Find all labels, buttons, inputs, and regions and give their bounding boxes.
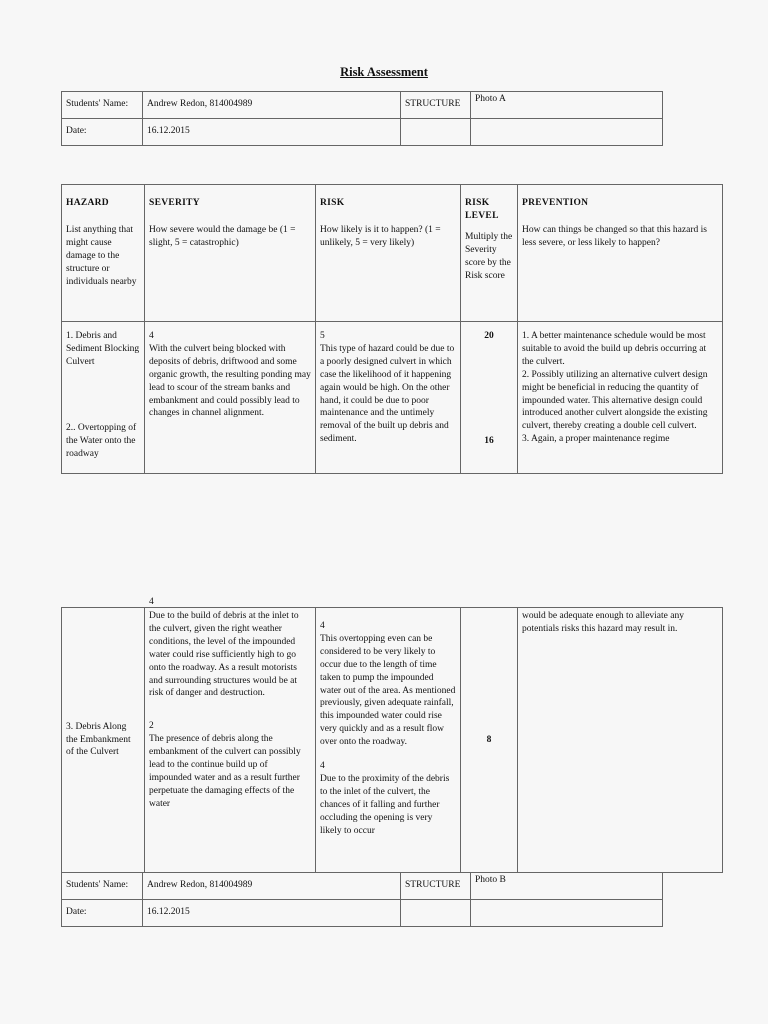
- date-value-b: 16.12.2015: [143, 900, 401, 927]
- prevention-header: PREVENTION How can things be changed so that this hazard is less severe, or less likely to happen?: [518, 185, 723, 322]
- risk-level-1: 20: [484, 331, 494, 341]
- students-name-label: Students' Name:: [62, 92, 143, 119]
- risk-text-3: Due to the proximity of the debris to the inlet of the culvert, the chances of it falling and further occluding the opening is very likely to occur: [320, 773, 450, 836]
- info-table-top: [61, 91, 663, 146]
- risk-level-cell-1: [461, 322, 518, 474]
- risk-header: RISK How likely is it to happen? (1 = unlikely, 5 = very likely): [316, 185, 461, 322]
- risk-level-3: 8: [486, 734, 492, 745]
- structure-label-b: STRUCTURE: [401, 873, 471, 900]
- risk-level-header: RISK LEVEL Multiply the Severity score by the Risk score: [461, 185, 518, 322]
- risk-text-2: This overtopping even can be considered to be very likely to occur due to the length of time taken to pump the impounded water out of the area. As mentioned previously, given adequate rainfall, this impounded water could rise very quickly and as a result flow over onto the roadway.: [320, 633, 456, 748]
- date-label-b: Date:: [62, 900, 143, 927]
- prevention-1: 1. A better maintenance schedule would be most suitable to avoid the build up debris occurring at the culvert.: [522, 331, 707, 367]
- risk-text-1: This type of hazard could be due to a poorly designed culvert in which case the likelihood of it happening again would be high. On the other hand, it could be due to poor maintenance and the untimely removal of the built up debris and sediment.: [320, 343, 455, 445]
- severity-score-1: 4: [149, 331, 154, 341]
- structure-value: [401, 119, 471, 146]
- hazard-1: 1. Debris and Sediment Blocking Culvert: [66, 331, 140, 367]
- prevention-cell-1: [518, 322, 723, 474]
- severity-header: SEVERITY How severe would the damage be (1 = slight, 5 = catastrophic): [145, 185, 316, 322]
- photo-label: Photo A: [471, 92, 663, 119]
- structure-value-b: [401, 900, 471, 927]
- date-label: Date:: [62, 119, 143, 146]
- hazard-cell-3: [62, 608, 145, 873]
- risk-level-2: 16: [484, 435, 494, 446]
- risk-table-continued: [61, 607, 723, 873]
- risk-level-cell-2: [461, 608, 518, 873]
- photo-value: [471, 119, 663, 146]
- severity-score-2: 4: [149, 597, 154, 607]
- structure-label: STRUCTURE: [401, 92, 471, 119]
- hazard-3: 3. Debris Along the Embankment of the Culvert: [66, 721, 131, 758]
- risk-cell-1: [316, 322, 461, 474]
- prevention-continued: would be adequate enough to alleviate any potentials risks this hazard may result in.: [522, 611, 684, 634]
- info-table-bottom: [61, 872, 663, 927]
- prevention-cell-2: [518, 608, 723, 873]
- hazard-header: HAZARD List anything that might cause damage to the structure or individuals nearby: [62, 185, 145, 322]
- students-name-value-b: Andrew Redon, 814004989: [143, 873, 401, 900]
- risk-cell-2: [316, 608, 461, 873]
- risk-score-2: 4: [320, 621, 325, 631]
- photo-label-b: Photo B: [471, 873, 663, 900]
- severity-text-3: The presence of debris along the embankment of the culvert can possibly lead to the continue build up of impounded water and as a result further perpetuate the damaging effects of the water: [149, 734, 301, 809]
- prevention-3: 3. Again, a proper maintenance regime: [522, 434, 670, 445]
- risk-score-3: 4: [320, 761, 325, 772]
- page-title: Risk Assessment: [340, 65, 428, 79]
- severity-continued: Due to the build of debris at the inlet to the culvert, given the right weather conditions, the level of the impounded water could rise sufficiently high to go onto the roadway. As a result motorists and surrounding structures would be at risk of danger and destruction.: [149, 611, 299, 699]
- hazard-cell-1: [62, 322, 145, 474]
- severity-text-1: With the culvert being blocked with deposits of debris, driftwood and some organic growth, the resulting ponding may lead to scour of the stream banks and embankment and could possibly lead to changes in channel alignment.: [149, 343, 311, 419]
- date-value: 16.12.2015: [143, 119, 401, 146]
- severity-cell-2: [145, 608, 316, 873]
- risk-score-1: 5: [320, 331, 325, 341]
- hazard-2: 2.. Overtopping of the Water onto the roadway: [66, 422, 137, 459]
- prevention-2: 2. Possibly utilizing an alternative culvert design might be beneficial in reducing the quantity of impounded water. This alternative design could introduced another culvert alongside the existing culvert, thereby creating a double cell culvert.: [522, 369, 708, 432]
- severity-cell-1: [145, 322, 316, 607]
- risk-table: [61, 184, 723, 607]
- photo-value-b: [471, 900, 663, 927]
- severity-score-3: 2: [149, 721, 154, 732]
- students-name-label-b: Students' Name:: [62, 873, 143, 900]
- students-name-value: Andrew Redon, 814004989: [143, 92, 401, 119]
